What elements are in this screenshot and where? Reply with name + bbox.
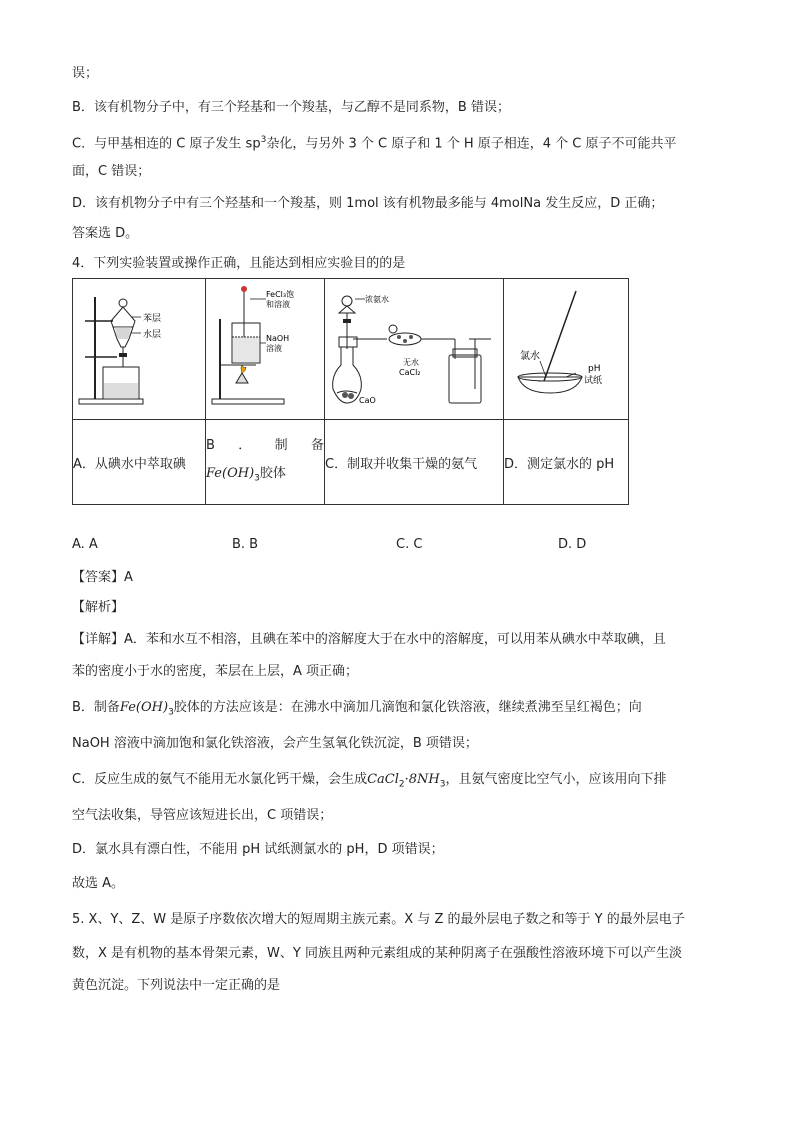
label-naoh-1: NaOH xyxy=(266,334,290,343)
explanation-line-1: 【详解】A．苯和水互不相溶，且碘在苯中的溶解度大于在水中的溶解度，可以用苯从碘水中萃取碘，且 xyxy=(72,632,666,647)
sp3-superscript: 3 xyxy=(260,135,267,145)
text-line-5: D．该有机物分子中有三个羟基和一个羧基，则 1mol 该有机物最多能与 4molNa 发生反应，D 正确； xyxy=(72,196,664,211)
label-cao: CaO xyxy=(359,396,376,405)
ammonia-preparation-diagram xyxy=(325,279,503,415)
caption-b-zhi: 制 xyxy=(274,437,288,453)
question-4-stem: 4．下列实验装置或操作正确，且能达到相应实验目的的是 xyxy=(72,256,406,271)
label-test-paper: 试纸 xyxy=(584,376,603,386)
caption-b xyxy=(206,420,325,505)
separatory-funnel-diagram xyxy=(73,279,205,415)
explanation-5-post: ，且氨气密度比空气小，应该用向下排 xyxy=(445,772,667,787)
label-chlorine-water: 氯水 xyxy=(520,351,540,362)
explanation-5-pre: C．反应生成的氨气不能用无水氯化钙干燥，会生成 xyxy=(72,772,368,787)
text-line-3-pre: C．与甲基相连的 C 原子发生 sp xyxy=(72,136,261,152)
text-line-3 xyxy=(72,130,677,154)
explanation-3-formula: Fe(OH) xyxy=(119,700,169,715)
text-line-4: 面，C 错误； xyxy=(72,164,151,179)
caption-b-top xyxy=(206,432,324,460)
question-5-line-3: 黄色沉淀。下列说法中一定正确的是 xyxy=(72,978,281,993)
caption-c: C．制取并收集干燥的氨气 xyxy=(325,420,504,505)
text-line-6: 答案选 D。 xyxy=(72,226,139,241)
experiment-table xyxy=(72,278,629,505)
text-line-2: B．该有机物分子中，有三个羟基和一个羧基，与乙醇不是同系物，B 错误； xyxy=(72,100,510,115)
text-line-3-post: 杂化，与另外 3 个 C 原子和 1 个 H 原子相连，4 个 C 原子不可能共平 xyxy=(266,136,677,152)
caption-b-formula: Fe(OH) xyxy=(206,465,255,481)
label-fecl3-2: 和溶液 xyxy=(266,300,290,309)
label-benzene-layer: 苯层 xyxy=(143,314,162,324)
ph-test-diagram xyxy=(504,279,628,415)
caption-b-suffix: 胶体 xyxy=(259,465,286,481)
label-ph: pH xyxy=(588,364,601,374)
explanation-3-post: 胶体的方法应该是：在沸水中滴加几滴饱和氯化铁溶液，继续煮沸至呈红褐色；向 xyxy=(173,700,642,715)
caption-b-letter: B xyxy=(206,437,215,453)
caption-b-formula-line xyxy=(206,460,324,493)
option-c: C. C xyxy=(396,537,423,552)
figure-c-cell xyxy=(325,279,504,420)
figure-d-cell xyxy=(504,279,629,420)
label-anhydrous: 无水 xyxy=(403,358,419,367)
explanation-5-formula-2: ·8NH xyxy=(404,772,440,787)
answer-line xyxy=(72,568,133,588)
caption-b-dot: ． xyxy=(238,437,252,453)
answer-value: A xyxy=(124,570,133,585)
explanation-line-8: 故选 A。 xyxy=(72,876,125,891)
explanation-3-sub: 3 xyxy=(168,707,174,718)
figure-a-cell xyxy=(73,279,206,420)
question-5-line-2: 数，X 是有机物的基本骨架元素，W、Y 同族且两种元素组成的某种阴离子在强酸性溶液环境下可以产生淡 xyxy=(72,946,682,961)
option-d: D. D xyxy=(558,537,587,552)
explanation-5-sub-2: 3 xyxy=(439,779,446,790)
label-fecl3-1: FeCl₃饱 xyxy=(266,290,295,299)
explanation-line-7: D．氯水具有漂白性，不能用 pH 试纸测氯水的 pH，D 项错误； xyxy=(72,842,444,857)
figure-b-cell xyxy=(206,279,325,420)
explanation-5-sub-1: 2 xyxy=(398,779,405,790)
answer-label: 【答案】 xyxy=(72,570,125,585)
label-water-layer: 水层 xyxy=(143,330,162,340)
caption-a: A．从碘水中萃取碘 xyxy=(73,420,206,505)
label-cacl2: CaCl₂ xyxy=(399,368,421,377)
caption-b-bei: 备 xyxy=(310,437,324,453)
explanation-line-2: 苯的密度小于水的密度，苯层在上层，A 项正确； xyxy=(72,664,359,679)
explanation-line-6: 空气法收集，导管应该短进长出，C 项错误； xyxy=(72,808,333,823)
analysis-label: 【解析】 xyxy=(72,600,125,615)
option-b: B. B xyxy=(232,537,259,552)
explanation-line-4: NaOH 溶液中滴加饱和氯化铁溶液，会产生氢氧化铁沉淀，B 项错误； xyxy=(72,736,478,751)
explanation-line-3 xyxy=(72,698,642,723)
explanation-3-pre: B．制备 xyxy=(72,700,120,715)
fe-oh-colloid-diagram xyxy=(206,279,324,415)
label-naoh-2: 溶液 xyxy=(266,344,282,353)
explanation-5-formula-1: CaCl xyxy=(367,772,399,787)
caption-b-sub: 3 xyxy=(254,473,260,484)
option-a: A. A xyxy=(72,537,98,552)
caption-d: D．测定氯水的 pH xyxy=(504,420,629,505)
text-line-1: 误； xyxy=(72,66,99,81)
explanation-line-5 xyxy=(72,770,667,795)
label-conc-ammonia: 浓氨水 xyxy=(365,295,389,304)
question-5-line-1: 5. X、Y、Z、W 是原子序数依次增大的短周期主族元素。X 与 Z 的最外层电子数之和等于 Y 的最外层电子 xyxy=(72,912,685,927)
